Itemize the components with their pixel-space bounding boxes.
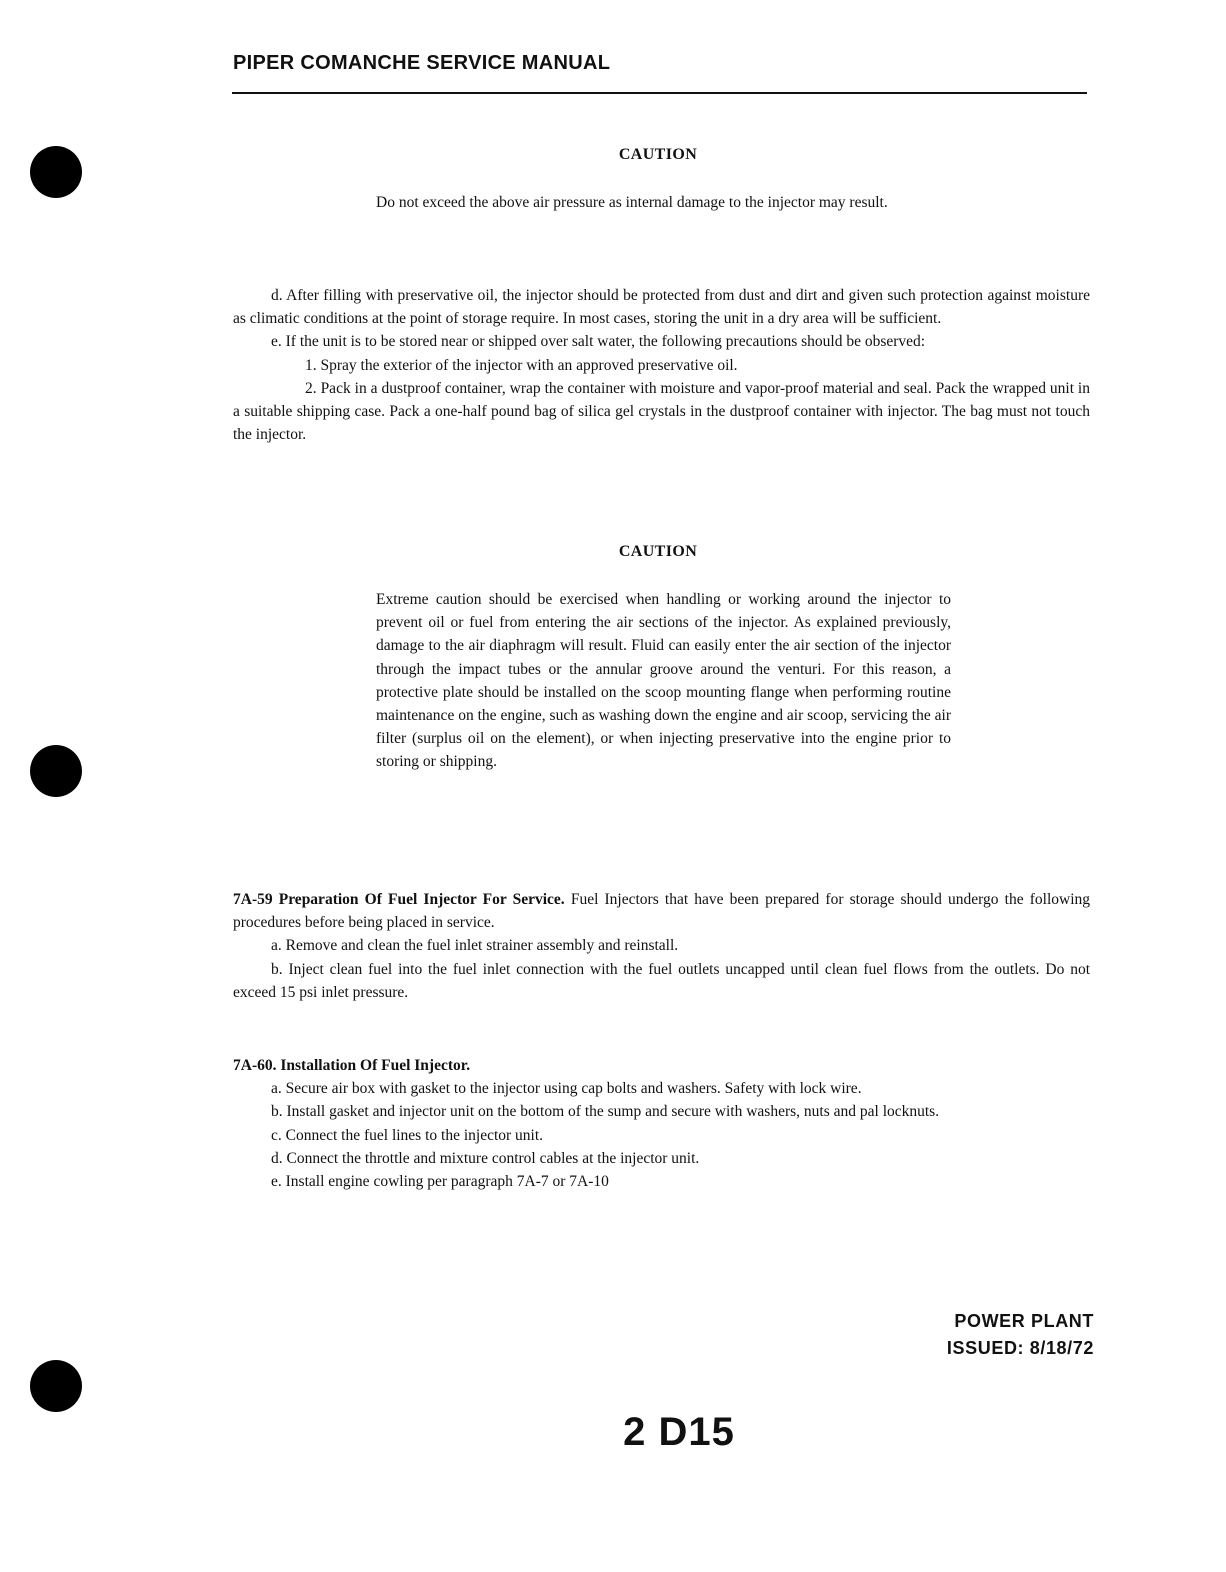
caution-heading-2: CAUTION bbox=[618, 543, 698, 560]
page-number: 2 D15 bbox=[623, 1410, 735, 1454]
storage-section bbox=[233, 284, 1090, 446]
storage-step-e2: 2. Pack in a dustproof container, wrap the container with moisture and vapor-proof material and seal. Pack the wrapped unit in a suitable shipping case. Pack a one-half pound bag of silica gel crystals in the dustproof container with injector. The bag must not touch the injector. bbox=[233, 379, 1090, 444]
section-7a-60-step-d: d. Connect the throttle and mixture control cables at the injector unit. bbox=[271, 1149, 700, 1167]
manual-title: PIPER COMANCHE SERVICE MANUAL bbox=[233, 52, 611, 74]
caution-text-1: Do not exceed the above air pressure as internal damage to the injector may result. bbox=[376, 194, 888, 211]
footer-issued-date: ISSUED: 8/18/72 bbox=[946, 1338, 1094, 1358]
section-7a-59-heading: 7A-59 Preparation Of Fuel Injector For Service. bbox=[233, 891, 565, 908]
page-footer bbox=[947, 1308, 1094, 1362]
footer-section: POWER PLANT bbox=[954, 1311, 1094, 1331]
binder-hole-middle bbox=[30, 745, 82, 797]
section-7a-60-step-c: c. Connect the fuel lines to the injector unit. bbox=[271, 1126, 544, 1144]
section-7a-60-step-b: b. Install gasket and injector unit on the bottom of the sump and secure with washers, nuts and pal locknuts. bbox=[271, 1103, 940, 1121]
storage-step-d: d. After filling with preservative oil, the injector should be protected from dust and dirt and given such protection against moisture as climatic conditions at the point of storage require. In most cases, storing the unit in a dry area will be sufficient. bbox=[233, 287, 1090, 328]
caution-text-2: Extreme caution should be exercised when handling or working around the injector to prevent oil or fuel from entering the air sections of the injector. As explained previously, damage to the air diaphragm will result. Fluid can easily enter the air section of the injector through the impact tubes or the annular groove around the venturi. For this reason, a protective plate should be installed on the scoop mounting flange when performing routine maintenance on the engine, such as washing down the engine and air scoop, servicing the air filter (surplus oil on the element), or when injecting preservative into the engine prior to storing or shipping. bbox=[376, 591, 951, 771]
storage-step-e: e. If the unit is to be stored near or shipped over salt water, the following precautions should be observed: bbox=[271, 333, 926, 351]
storage-step-e1: 1. Spray the exterior of the injector with an approved preservative oil. bbox=[305, 356, 738, 374]
caution-heading-1: CAUTION bbox=[618, 146, 698, 163]
section-7a-60-step-a: a. Secure air box with gasket to the injector using cap bolts and washers. Safety with lock wire. bbox=[271, 1080, 862, 1098]
header-rule bbox=[232, 92, 1087, 94]
section-7a-60 bbox=[233, 1054, 1090, 1193]
binder-hole-bottom bbox=[30, 1360, 82, 1412]
section-7a-59-step-a: a. Remove and clean the fuel inlet strainer assembly and reinstall. bbox=[271, 937, 679, 955]
section-7a-59 bbox=[233, 888, 1090, 1004]
section-7a-59-intro: Fuel Injectors that have been prepared for storage should undergo the following procedures before being placed in service. bbox=[233, 891, 1090, 932]
section-7a-60-step-e: e. Install engine cowling per paragraph 7A-7 or 7A-10 bbox=[271, 1173, 609, 1191]
section-7a-59-step-b: b. Inject clean fuel into the fuel inlet connection with the fuel outlets uncapped until clean fuel flows from the outlets. Do not exceed 15 psi inlet pressure. bbox=[233, 960, 1090, 1001]
section-7a-60-heading: 7A-60. Installation Of Fuel Injector. bbox=[233, 1057, 471, 1074]
